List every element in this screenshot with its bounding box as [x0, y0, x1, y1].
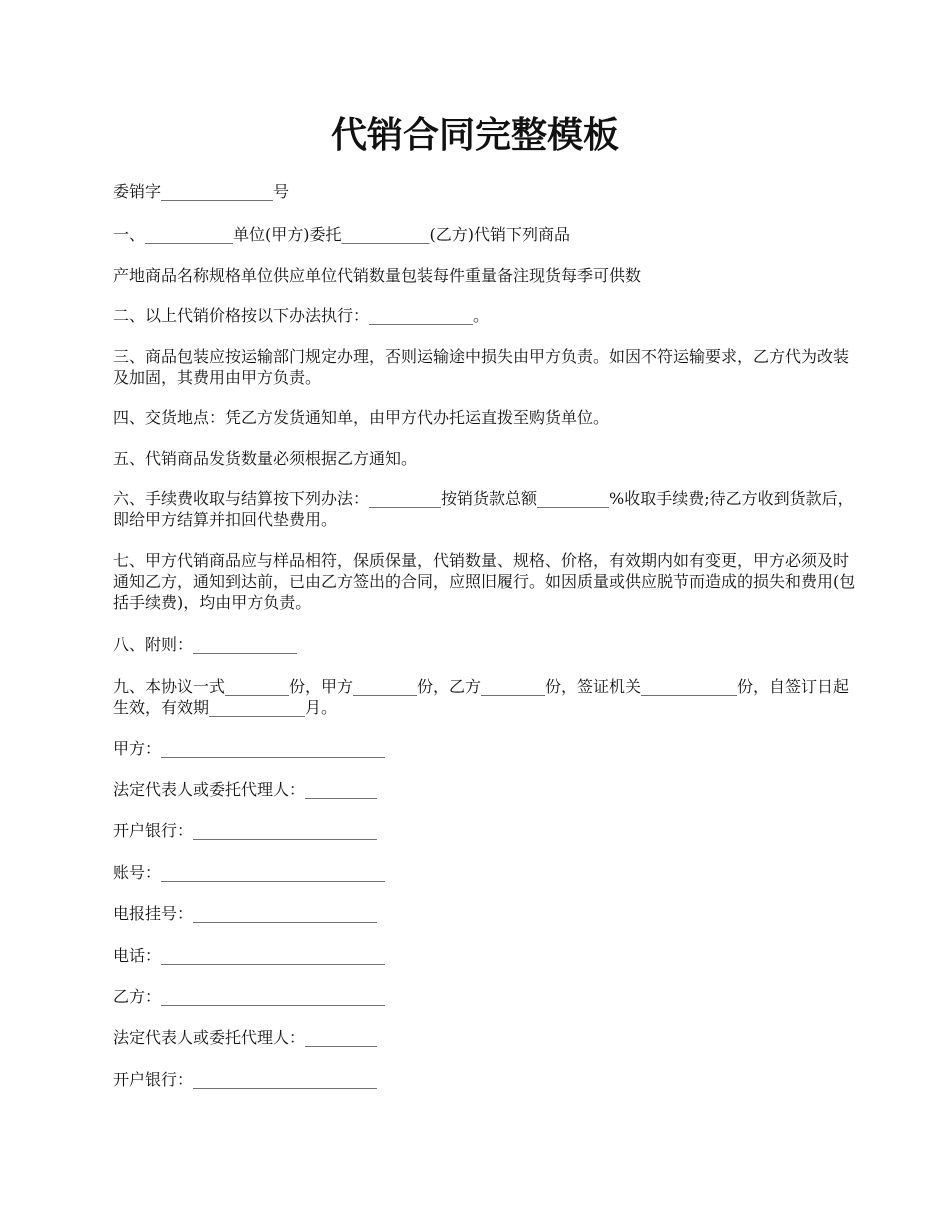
party-a-bank-line: 开户银行：_______________________ — [113, 821, 378, 840]
delegation-number-line: 委销字______________号 — [113, 182, 290, 201]
clause-9: 九、本协议一式________份，甲方________份，乙方________份，签证机关____________份，自签订日起生效，有效期____________月。 — [113, 677, 850, 717]
clause-7: 七、甲方代销商品应与样品相符，保质保量，代销数量、规格、价格，有效期内如有变更，甲方必须及时通知乙方，通知到达前，已由乙方签出的合同，应照旧履行。如因质量或供应脱节而造成的损失和费用(包括手续费)，均由甲方负责。 — [113, 551, 856, 612]
document-title: 代销合同完整模板 — [330, 115, 619, 156]
party-a-phone-line: 电话：____________________________ — [113, 946, 386, 965]
party-a-line: 甲方：____________________________ — [113, 739, 386, 758]
clause-2: 二、以上代销价格按以下办法执行：_____________。 — [113, 306, 490, 325]
party-b-representative-line: 法定代表人或委托代理人：_________ — [113, 1028, 378, 1047]
party-b-bank-line: 开户银行：_______________________ — [113, 1070, 378, 1089]
clause-5: 五、代销商品发货数量必须根据乙方通知。 — [113, 449, 418, 468]
clause-6: 六、手续费收取与结算按下列办法：_________按销货款总额_________%收取手续费;待乙方收到货款后，即给甲方结算并扣回代垫费用。 — [113, 489, 854, 529]
clause-1: 一、___________单位(甲方)委托___________(乙方)代销下列商品 — [113, 225, 570, 244]
party-a-representative-line: 法定代表人或委托代理人：_________ — [113, 780, 378, 799]
goods-columns-line: 产地商品名称规格单位供应单位代销数量包装每件重量备注现货每季可供数 — [113, 266, 642, 285]
clause-3: 三、商品包装应按运输部门规定办理，否则运输途中损失由甲方负责。如因不符运输要求，乙方代为改装及加固，其费用由甲方负责。 — [113, 347, 850, 387]
party-a-account-line: 账号：____________________________ — [113, 863, 386, 882]
clause-4: 四、交货地点：凭乙方发货通知单，由甲方代办托运直拨至购货单位。 — [113, 408, 610, 427]
party-a-telegraph-line: 电报挂号：_______________________ — [113, 904, 378, 923]
party-b-line: 乙方：____________________________ — [113, 987, 386, 1006]
clause-8: 八、附则：_____________ — [113, 635, 298, 654]
